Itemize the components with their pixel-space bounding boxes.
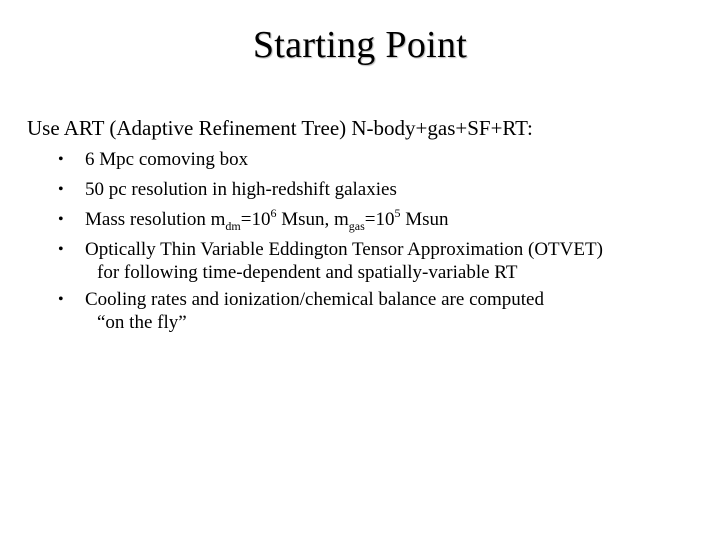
- equals-ten-gas: =10: [364, 209, 395, 230]
- bullet-item: [52, 145, 712, 175]
- intro-text: Use ART (Adaptive Refinement Tree) N-body+gas+SF+RT:: [27, 116, 533, 140]
- bullet-list: [52, 145, 712, 335]
- slide-title: Starting Point: [252, 24, 468, 66]
- bullet-text: Optically Thin Variable Eddington Tensor Approximation (OTVET): [85, 239, 603, 260]
- bullet-marker: •: [58, 181, 64, 198]
- mass-unit-gas: Msun: [400, 209, 449, 230]
- exponent-gas: 5: [394, 206, 401, 220]
- bullet-text: [85, 205, 712, 235]
- bullet-marker: •: [58, 291, 64, 308]
- bullet-item: [52, 205, 712, 235]
- bullet-item: [52, 235, 712, 285]
- equals-ten-dm: =10: [240, 209, 271, 230]
- bullet-continuation: for following time-dependent and spatially-variable RT: [97, 262, 518, 283]
- bullet-text: Cooling rates and ionization/chemical balance are computed: [85, 289, 544, 310]
- bullet-marker: •: [58, 241, 64, 258]
- mass-label-dm: Mass resolution m: [85, 209, 226, 230]
- bullet-text: 50 pc resolution in high-redshift galaxies: [85, 179, 397, 200]
- subscript-gas: gas: [348, 219, 365, 233]
- subscript-dm: dm: [225, 219, 241, 233]
- mass-label-gas: Msun, m: [276, 209, 349, 230]
- bullet-item: [52, 285, 712, 335]
- exponent-dm: 6: [270, 206, 277, 220]
- bullet-item: [52, 175, 712, 205]
- bullet-text: 6 Mpc comoving box: [85, 149, 249, 170]
- bullet-marker: •: [58, 151, 64, 168]
- bullet-continuation: “on the fly”: [97, 312, 187, 333]
- bullet-marker: •: [58, 211, 64, 228]
